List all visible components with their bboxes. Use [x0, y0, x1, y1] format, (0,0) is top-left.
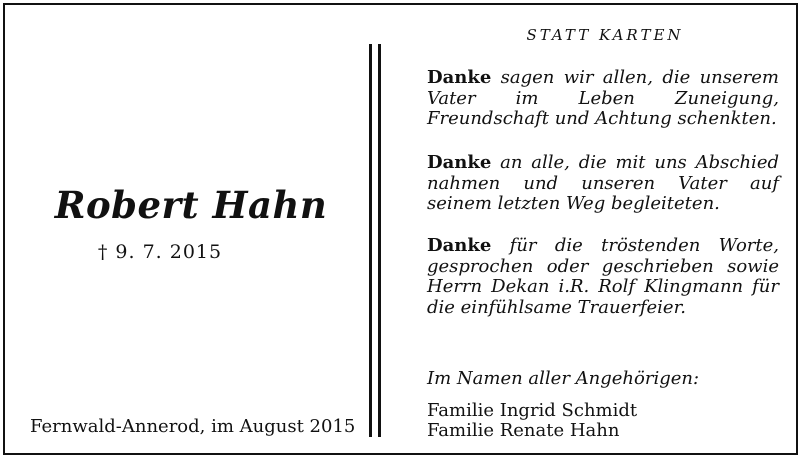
death-date: † 9. 7. 2015	[97, 241, 223, 263]
deceased-name: Robert Hahn	[54, 183, 328, 227]
right-column	[427, 5, 783, 453]
signatory: Familie Ingrid Schmidt	[427, 400, 638, 421]
thanks-paragraph-1	[427, 68, 779, 130]
thanks-lead: Danke	[427, 152, 492, 173]
left-column	[5, 5, 365, 453]
signatory: Familie Renate Hahn	[427, 420, 620, 441]
header-statt-karten: STATT KARTEN	[526, 26, 684, 44]
closing-line: Im Namen aller Angehörigen:	[427, 368, 700, 389]
thanks-text: sagen wir allen, die unserem Vater im Leben Zuneigung, Freundschaft und Achtung schenkten.	[427, 67, 779, 129]
place-and-date: Fernwald-Annerod, im August 2015	[30, 416, 356, 437]
thanks-paragraph-3	[427, 236, 779, 318]
thanks-paragraph-2	[427, 153, 779, 215]
divider-line-right	[378, 44, 381, 437]
thanks-lead: Danke	[427, 67, 492, 88]
thanks-lead: Danke	[427, 235, 492, 256]
thanks-text: für die tröstenden Worte, gesprochen oder geschrieben sowie Herrn Dekan i.R. Rolf Klingmann für die einfühlsame Trauerfeier.	[427, 235, 779, 318]
notice-frame	[3, 3, 798, 455]
divider-line-left	[369, 44, 372, 437]
thanks-text: an alle, die mit uns Abschied nahmen und unseren Vater auf seinem letzten Weg begleiteten.	[427, 152, 779, 214]
